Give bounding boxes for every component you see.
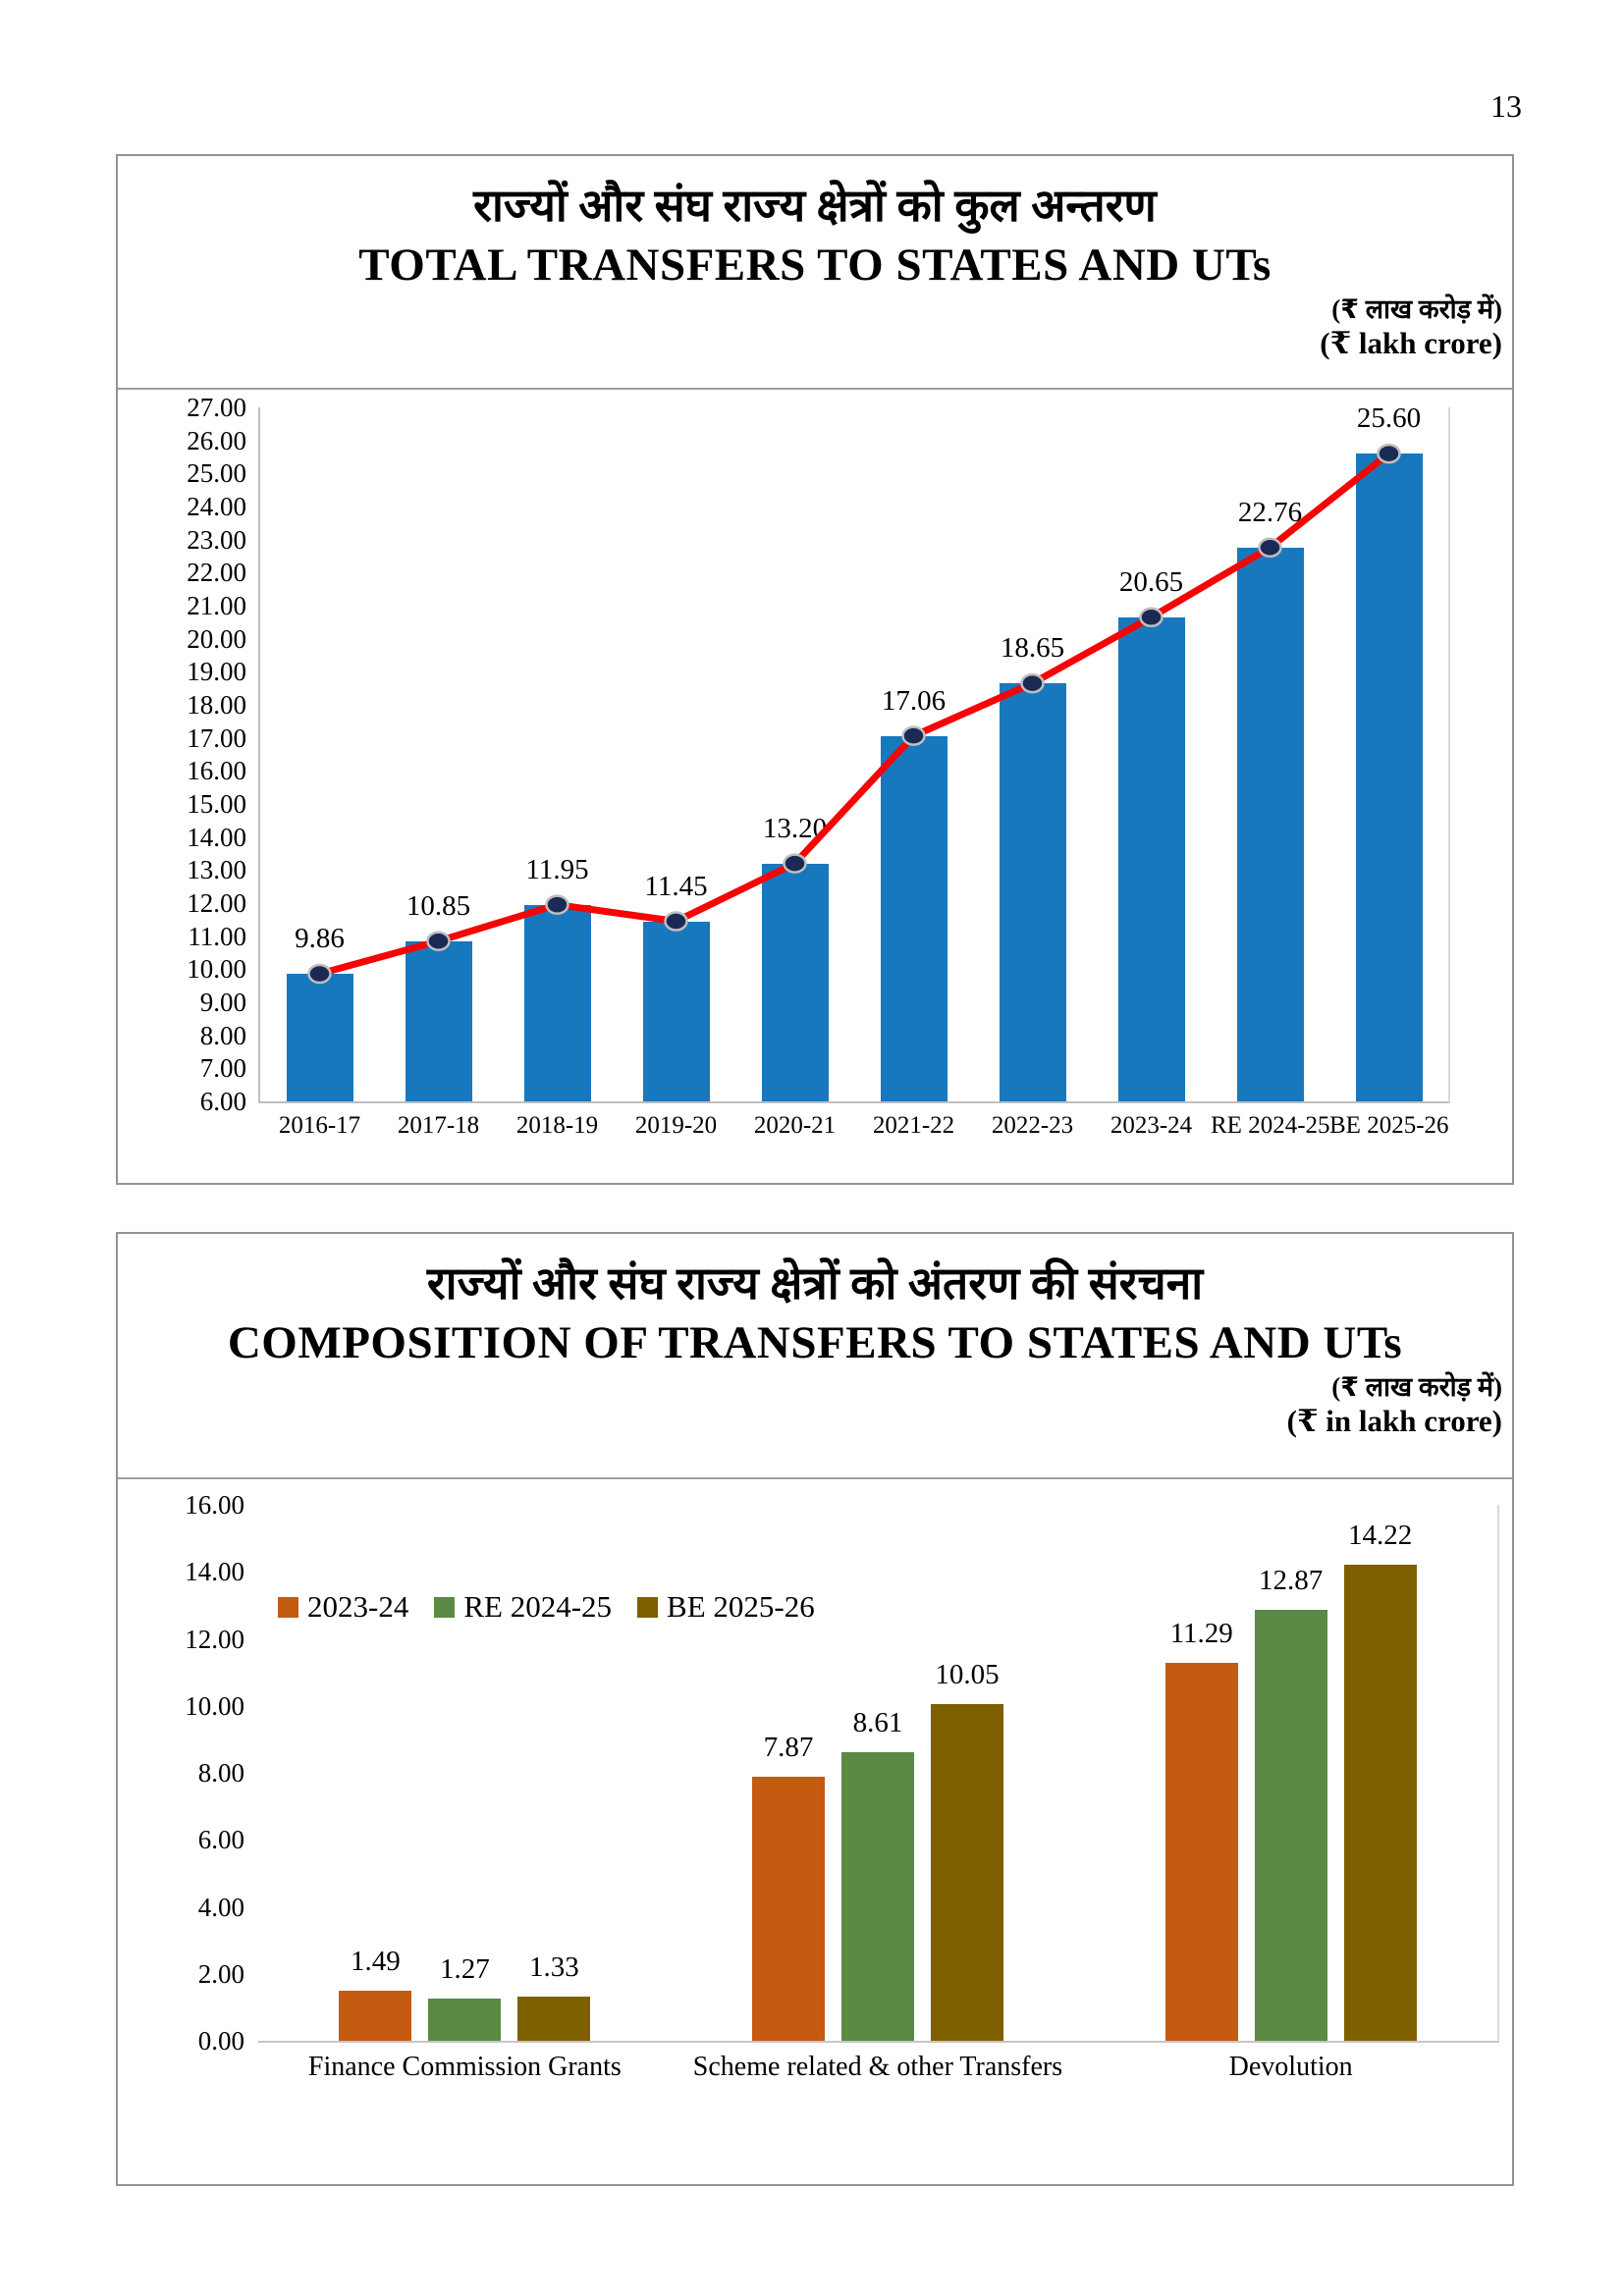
y-tick-label: 6.00 (197, 1825, 244, 1855)
y-tick-label: 14.00 (185, 1557, 244, 1587)
legend-item (278, 1589, 408, 1625)
y-tick-label: 21.00 (187, 591, 246, 620)
line-marker (1379, 445, 1400, 462)
y-tick-label: 18.00 (187, 690, 246, 720)
chart1-plot (187, 393, 1450, 1139)
legend-item (434, 1589, 612, 1625)
chart1-units (118, 294, 1512, 361)
y-tick-label: 7.00 (199, 1053, 246, 1084)
line-marker (1022, 674, 1044, 692)
y-tick-label: 10.00 (187, 954, 246, 985)
bar-value-label: 14.22 (1348, 1519, 1413, 1551)
line-marker (1260, 539, 1281, 557)
x-axis-label: 2022-23 (991, 1112, 1074, 1139)
bar (752, 1777, 825, 2041)
line-marker (666, 913, 687, 931)
chart2-title-hindi: राज्यों और संघ राज्य क्षेत्रों को अंतरण की संरचना (426, 1258, 1204, 1308)
chart1-box (116, 154, 1514, 1185)
category-label: Devolution (1228, 2052, 1353, 2082)
y-tick-label: 16.00 (185, 1490, 244, 1520)
chart1-unit-hindi: (₹ लाख करोड़ में) (1331, 294, 1502, 324)
y-tick-label: 4.00 (197, 1892, 244, 1922)
bar (1344, 1565, 1417, 2041)
y-tick-label: 22.00 (187, 558, 246, 588)
chart2-units (118, 1371, 1512, 1439)
line-marker (309, 965, 331, 983)
legend (278, 1589, 815, 1625)
y-tick-label: 0.00 (197, 2026, 244, 2056)
x-axis-label: 2016-17 (278, 1112, 361, 1139)
line-marker (547, 896, 568, 914)
x-axis-label: RE 2024-25 (1211, 1112, 1330, 1139)
x-axis-label: 2021-22 (872, 1112, 955, 1139)
y-tick-label: 16.00 (187, 756, 246, 786)
bar-value-label: 10.05 (935, 1659, 1000, 1691)
y-tick-label: 2.00 (197, 1958, 244, 1989)
bar (517, 1997, 590, 2041)
chart2-unit-hindi: (₹ लाख करोड़ में) (1331, 1372, 1502, 1402)
x-axis-label: 2017-18 (397, 1112, 480, 1139)
bar (428, 1999, 501, 2041)
x-axis-label: 2019-20 (634, 1112, 718, 1139)
legend-swatch-icon (637, 1597, 658, 1618)
y-tick-label: 25.00 (187, 458, 246, 489)
y-tick-label: 8.00 (199, 1020, 246, 1050)
y-tick-label: 6.00 (199, 1087, 246, 1116)
line-marker (428, 933, 450, 950)
bar (1165, 1663, 1238, 2041)
line-marker (1141, 609, 1163, 626)
bar-value-label: 18.65 (1000, 632, 1065, 665)
chart2-title-english: COMPOSITION OF TRANSFERS TO STATES AND UTs (227, 1317, 1403, 1368)
bar-value-label: 13.20 (762, 812, 828, 844)
chart1-title-english: TOTAL TRANSFERS TO STATES AND UTs (358, 240, 1272, 291)
category-label: Scheme related & other Transfers (692, 2052, 1063, 2082)
bar-value-label: 12.87 (1259, 1564, 1324, 1596)
bar-value-label: 11.29 (1169, 1617, 1233, 1649)
y-tick-label: 19.00 (187, 657, 246, 687)
bar-value-label: 25.60 (1356, 402, 1422, 435)
bar-value-label: 11.45 (644, 870, 708, 902)
bar (841, 1752, 914, 2041)
chart1-header (118, 156, 1512, 390)
x-axis-label: BE 2025-26 (1329, 1112, 1449, 1139)
bar-value-label: 1.33 (528, 1950, 579, 1983)
chart2-unit-english: (₹ in lakh crore) (1286, 1404, 1502, 1438)
chart2-plot (185, 1490, 1499, 2082)
y-tick-label: 10.00 (185, 1690, 244, 1721)
x-axis-label: 2018-19 (515, 1112, 599, 1139)
chart1-unit-english: (₹ lakh crore) (1320, 326, 1502, 360)
y-tick-label: 26.00 (187, 425, 246, 455)
bar-value-label: 1.27 (439, 1952, 490, 1985)
legend-item (637, 1589, 815, 1625)
legend-swatch-icon (434, 1597, 455, 1618)
legend-label: 2023-24 (307, 1589, 409, 1624)
y-tick-label: 20.00 (187, 623, 246, 654)
bar-value-label: 8.61 (852, 1707, 903, 1739)
y-tick-label: 12.00 (187, 888, 246, 918)
bar-value-label: 11.95 (525, 853, 589, 885)
chart2-header (118, 1234, 1512, 1479)
bar-value-label: 22.76 (1237, 496, 1303, 528)
legend-swatch-icon (278, 1597, 298, 1618)
y-tick-label: 15.00 (187, 789, 246, 819)
y-tick-label: 11.00 (188, 921, 246, 951)
y-tick-label: 27.00 (187, 393, 246, 422)
bar-value-label: 20.65 (1118, 565, 1184, 598)
line-path (320, 454, 1389, 974)
y-tick-label: 14.00 (187, 822, 246, 852)
y-tick-label: 12.00 (185, 1624, 244, 1654)
y-tick-label: 13.00 (187, 855, 246, 885)
x-axis-label: 2020-21 (753, 1112, 837, 1139)
y-tick-label: 17.00 (187, 722, 246, 753)
bar (931, 1704, 1003, 2041)
line-marker (903, 727, 925, 745)
legend-label: RE 2024-25 (463, 1589, 613, 1624)
bar (339, 1991, 411, 2041)
bar-value-label: 7.87 (763, 1732, 814, 1764)
category-label: Finance Commission Grants (307, 2052, 622, 2082)
line-marker (785, 855, 806, 873)
legend-label: BE 2025-26 (667, 1589, 815, 1624)
y-tick-label: 9.00 (199, 988, 246, 1017)
chart1-title-hindi: राज्यों और संघ राज्य क्षेत्रों को कुल अन्तरण (473, 181, 1157, 231)
bar (1255, 1610, 1327, 2041)
x-axis-label: 2023-24 (1110, 1112, 1193, 1139)
bar-value-label: 17.06 (881, 684, 947, 717)
bar-value-label: 10.85 (406, 889, 471, 922)
y-tick-label: 24.00 (187, 492, 246, 521)
line-series (260, 407, 1448, 1101)
page-number: 13 (1490, 88, 1522, 124)
chart2-box (116, 1232, 1514, 2186)
y-tick-label: 23.00 (187, 524, 246, 555)
y-tick-label: 8.00 (197, 1758, 244, 1788)
bar-value-label: 1.49 (350, 1946, 401, 1978)
bar-value-label: 9.86 (295, 923, 345, 955)
